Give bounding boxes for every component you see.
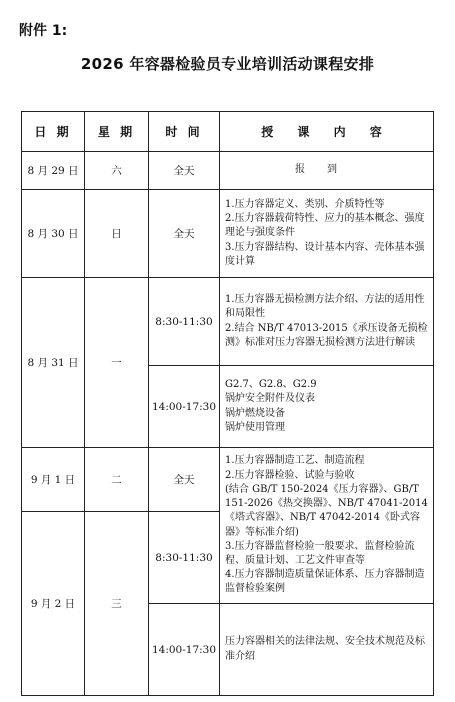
content-line: 2.压力容器检验、试验与验收 [225, 469, 355, 481]
weekday-cell: 一 [85, 278, 149, 448]
content-cell [220, 604, 434, 696]
content-cell [220, 366, 434, 448]
content-line: (结合 GB/T 150-2024《压力容器》、GB/T 151-2026《热交换器》、NB/T 47041-2014《塔式容器》、NB/T 47042-2014《卧式容器》等标准介绍) [225, 483, 428, 538]
content-line: 1.压力容器无损检测方法介绍、方法的适用性和局限性 [225, 294, 425, 320]
date-cell: 8 月 30 日 [22, 190, 85, 278]
time-cell: 8:30-11:30 [149, 278, 220, 366]
content-line: 锅炉安全附件及仪表 [225, 393, 315, 405]
date-cell: 9 月 1 日 [22, 448, 85, 512]
content-line: 3.压力容器结构、设计基本内容、壳体基本强度计算 [225, 241, 425, 267]
time-cell: 14:00-17:30 [149, 366, 220, 448]
time-cell: 全天 [149, 448, 220, 512]
content-line: 锅炉使用管理 [225, 421, 285, 433]
weekday-cell: 六 [85, 152, 149, 190]
time-cell: 8:30-11:30 [149, 512, 220, 604]
content-line: 2.压力容器载荷特性、应力的基本概念、强度理论与强度条件 [225, 213, 425, 239]
content-line: 1.压力容器定义、类别、介质特性等 [225, 198, 385, 210]
time-cell: 全天 [149, 152, 220, 190]
content-cell [220, 448, 434, 604]
table-row [22, 152, 434, 190]
content-line: 2.结合 NB/T 47013-2015《承压设备无损检测》标准对压力容器无损检测方法进行解读 [225, 322, 428, 348]
content-line: 3.压力容器监督检验一般要求、监督检验流程、质量计划、工艺文件审查等 [225, 540, 415, 566]
table-header-row [22, 112, 434, 152]
table-row [22, 190, 434, 278]
document-title: 2026 年容器检验员专业培训活动课程安排 [80, 55, 375, 73]
header-weekday: 星 期 [85, 112, 149, 152]
header-time: 时 间 [149, 112, 220, 152]
content-line: 压力容器相关的法律法规、安全技术规范及标准介绍 [225, 636, 425, 662]
content-line: 4.压力容器制造质量保证体系、压力容器制造监督检验案例 [225, 569, 425, 595]
content-line: G2.7、G2.8、G2.9 [225, 379, 317, 391]
content-cell [220, 278, 434, 366]
content-line: 锅炉燃烧设备 [225, 407, 285, 419]
content-line: 1.压力容器制造工艺、制造流程 [225, 455, 365, 467]
time-cell: 14:00-17:30 [149, 604, 220, 696]
content-cell: 报到 [220, 152, 434, 190]
attachment-label: 附件 1: [19, 23, 68, 39]
date-cell: 8 月 29 日 [22, 152, 85, 190]
table-row [22, 448, 434, 512]
table-row [22, 278, 434, 366]
weekday-cell: 日 [85, 190, 149, 278]
date-cell: 9 月 2 日 [22, 512, 85, 696]
weekday-cell: 三 [85, 512, 149, 696]
weekday-cell: 二 [85, 448, 149, 512]
header-date: 日 期 [22, 112, 85, 152]
header-content: 授 课 内 容 [220, 112, 434, 152]
content-cell [220, 190, 434, 278]
time-cell: 全天 [149, 190, 220, 278]
date-cell: 8 月 31 日 [22, 278, 85, 448]
schedule-table [21, 111, 434, 696]
